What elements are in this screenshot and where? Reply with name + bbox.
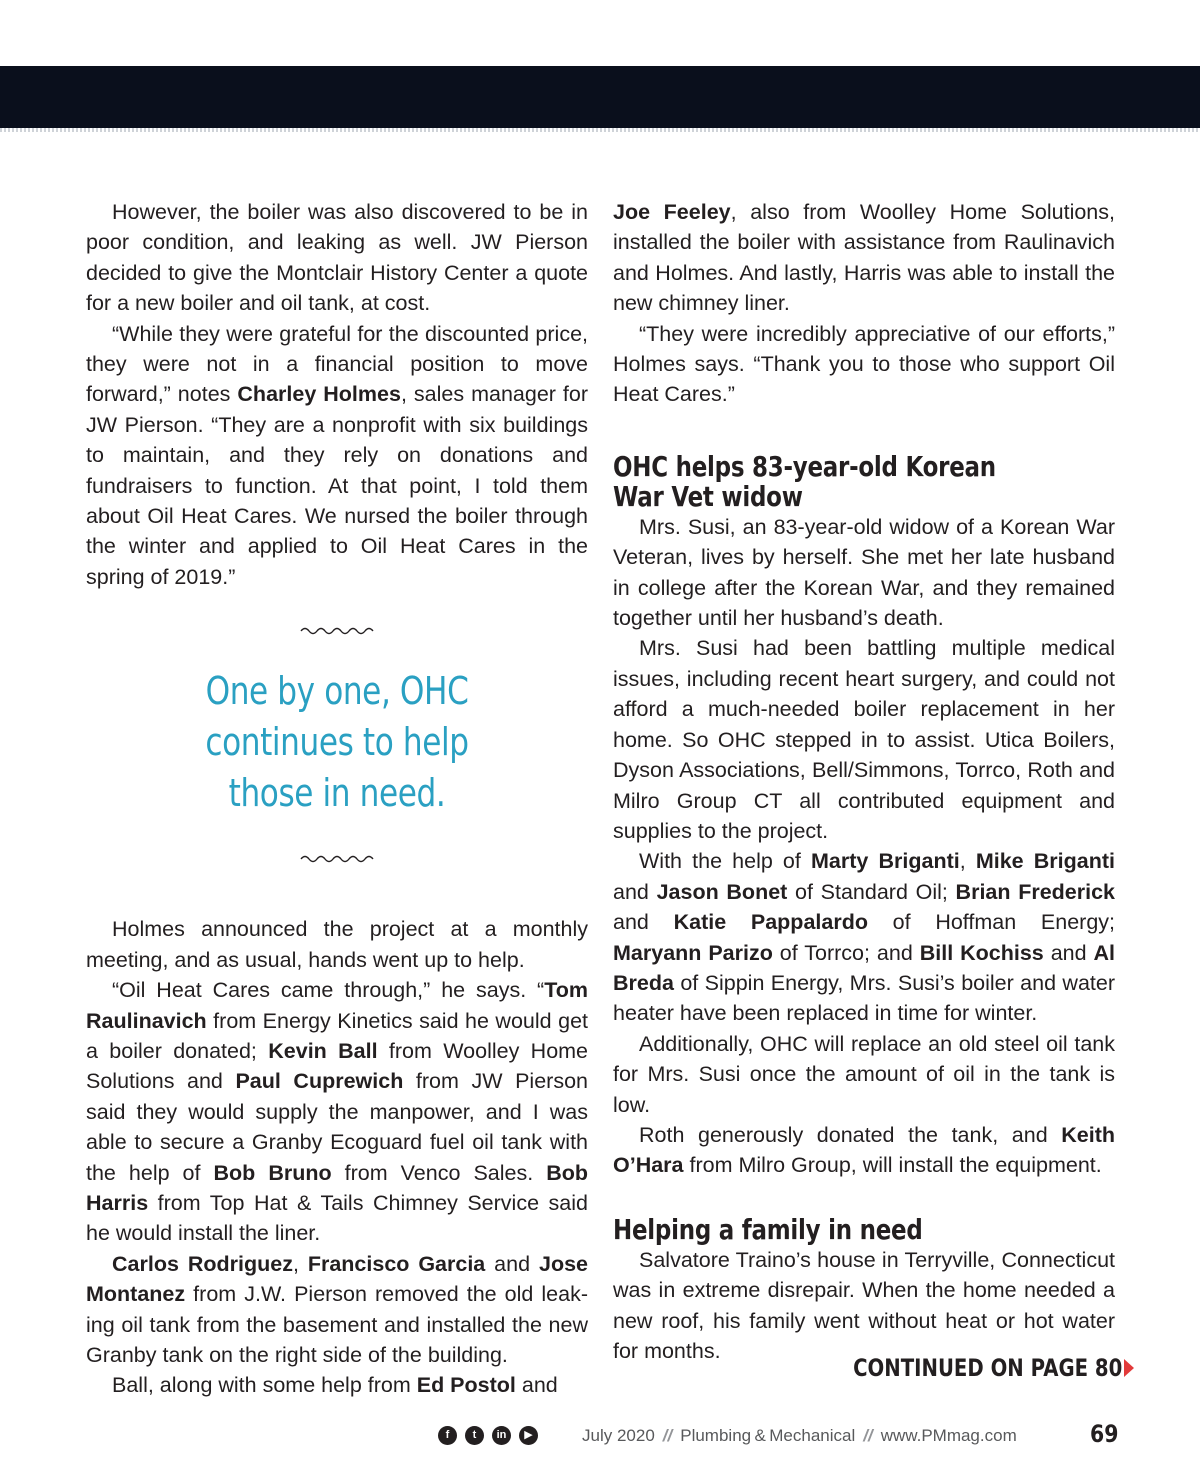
- section-heading: OHC helps 83-year-old Korean War Vet widow: [613, 449, 996, 513]
- right-column: [613, 197, 1115, 1366]
- linkedin-icon[interactable]: in: [492, 1426, 511, 1445]
- header-rule: [0, 128, 1200, 132]
- paragraph: “While they were grateful for the discounted price, they were not in a financial position to move forward,” notes Charley Holmes, sales manager for JW Pierson. “They are a nonprofit with six buildings to maintain, and they rely on donations and fundraisers to function. At that point, I told them about Oil Heat Cares. We nursed the boiler through the winter and applied to Oil Heat Cares in the spring of 2019.”: [86, 321, 589, 589]
- separator: //: [863, 1426, 873, 1445]
- section-heading: Helping a family in need: [613, 1212, 923, 1246]
- paragraph: Joe Feeley, also from Woolley Home Solutions, installed the boiler with assistance from Raulinavich and Holmes. And lastly, Harris was able to install the new chimney liner.: [613, 200, 1115, 316]
- left-column: [86, 197, 588, 1401]
- social-icons: [438, 1426, 538, 1445]
- paragraph: Ball, along with some help from Ed Postol and: [112, 1373, 558, 1398]
- triangle-right-icon: [1124, 1359, 1134, 1377]
- paragraph: “Oil Heat Cares came through,” he says. “Tom Raulinavich from Energy Kinetics said he would get a boiler donated; Kevin Ball from Woolley Home Solutions and Paul Cuprewich from JW Pierson said they would supply the manpower, and I was able to secure a Granby Ecoguard fuel oil tank with the help of Bob Bruno from Venco Sales. Bob Harris from Top Hat & Tails Chimney Service said he would install the liner.: [86, 978, 589, 1246]
- magazine-name: Plumbing & Mechanical: [680, 1426, 856, 1445]
- paragraph: Holmes announced the project at a monthly meeting, and as usual, hands went up to help.: [86, 917, 588, 972]
- paragraph: Mrs. Susi, an 83-year-old widow of a Korean War Veteran, lives by herself. She met her late husband in college after the Korean War, and they remained together until her husband’s death.: [613, 514, 1115, 631]
- website-link[interactable]: www.PMmag.com: [880, 1426, 1017, 1445]
- paragraph: Salvatore Traino’s house in Terryville, Connecticut was in extreme disrepair. When the home needed a new roof, his family went without heat or hot water for months.: [613, 1247, 1115, 1363]
- squiggle-divider-icon: [299, 852, 375, 864]
- header-band: [0, 66, 1200, 128]
- paragraph: However, the boiler was also discovered to be in poor condition, and leaking as well. JW Pierson decided to give the Montclair History Center a quote for a new boiler and oil tank, at cost.: [86, 200, 588, 316]
- paragraph: “They were incredibly appreciative of our efforts,” Holmes says. “Thank you to those who support Oil Heat Cares.”: [613, 321, 1115, 407]
- continued-label[interactable]: CONTINUED ON PAGE 80: [852, 1354, 1122, 1382]
- paragraph: Mrs. Susi had been battling multiple medical issues, including recent heart surgery, and could not afford a much-needed boiler replacement in her home. So OHC stepped in to assist. Utica Boilers, Dyson Associations, Bell/Simmons, Torrco, Roth and Milro Group CT all contributed equipment and supplies to the project.: [613, 636, 1115, 843]
- youtube-icon[interactable]: ▶: [519, 1426, 538, 1445]
- page-footer: [0, 1418, 1200, 1454]
- pull-quote: [86, 594, 588, 914]
- separator: //: [662, 1426, 673, 1445]
- paragraph: Carlos Rodriguez, Francisco Garcia and Jose Montanez from J.W. Pierson removed the old leaking oil tank from the basement and installed the new Granby tank on the right side of the building.: [86, 1251, 588, 1367]
- issue-date: July 2020: [582, 1426, 655, 1445]
- footer-credits: [582, 1426, 1017, 1446]
- facebook-icon[interactable]: f: [438, 1426, 457, 1445]
- continued-link[interactable]: [794, 1354, 1134, 1382]
- paragraph: Additionally, OHC will replace an old steel oil tank for Mrs. Susi once the amount of oil in the tank is low.: [613, 1031, 1115, 1117]
- twitter-icon[interactable]: t: [465, 1426, 484, 1445]
- paragraph: Roth generously donated the tank, and Keith O’Hara from Milro Group, will install the equipment.: [613, 1122, 1115, 1178]
- paragraph: With the help of Marty Briganti, Mike Briganti and Jason Bonet of Standard Oil; Brian Frederick and Katie Pappalardo of Hoffman Energy; Maryann Parizo of Torrco; and Bill Kochiss and Al Breda of Sippin Energy, Mrs. Susi’s boiler and water heater have been replaced in time for winter.: [613, 849, 1116, 1026]
- pull-quote-text: One by one, OHC continues to help those in need.: [205, 669, 469, 816]
- page-number: 69: [1090, 1420, 1119, 1448]
- squiggle-divider-icon: [299, 624, 375, 636]
